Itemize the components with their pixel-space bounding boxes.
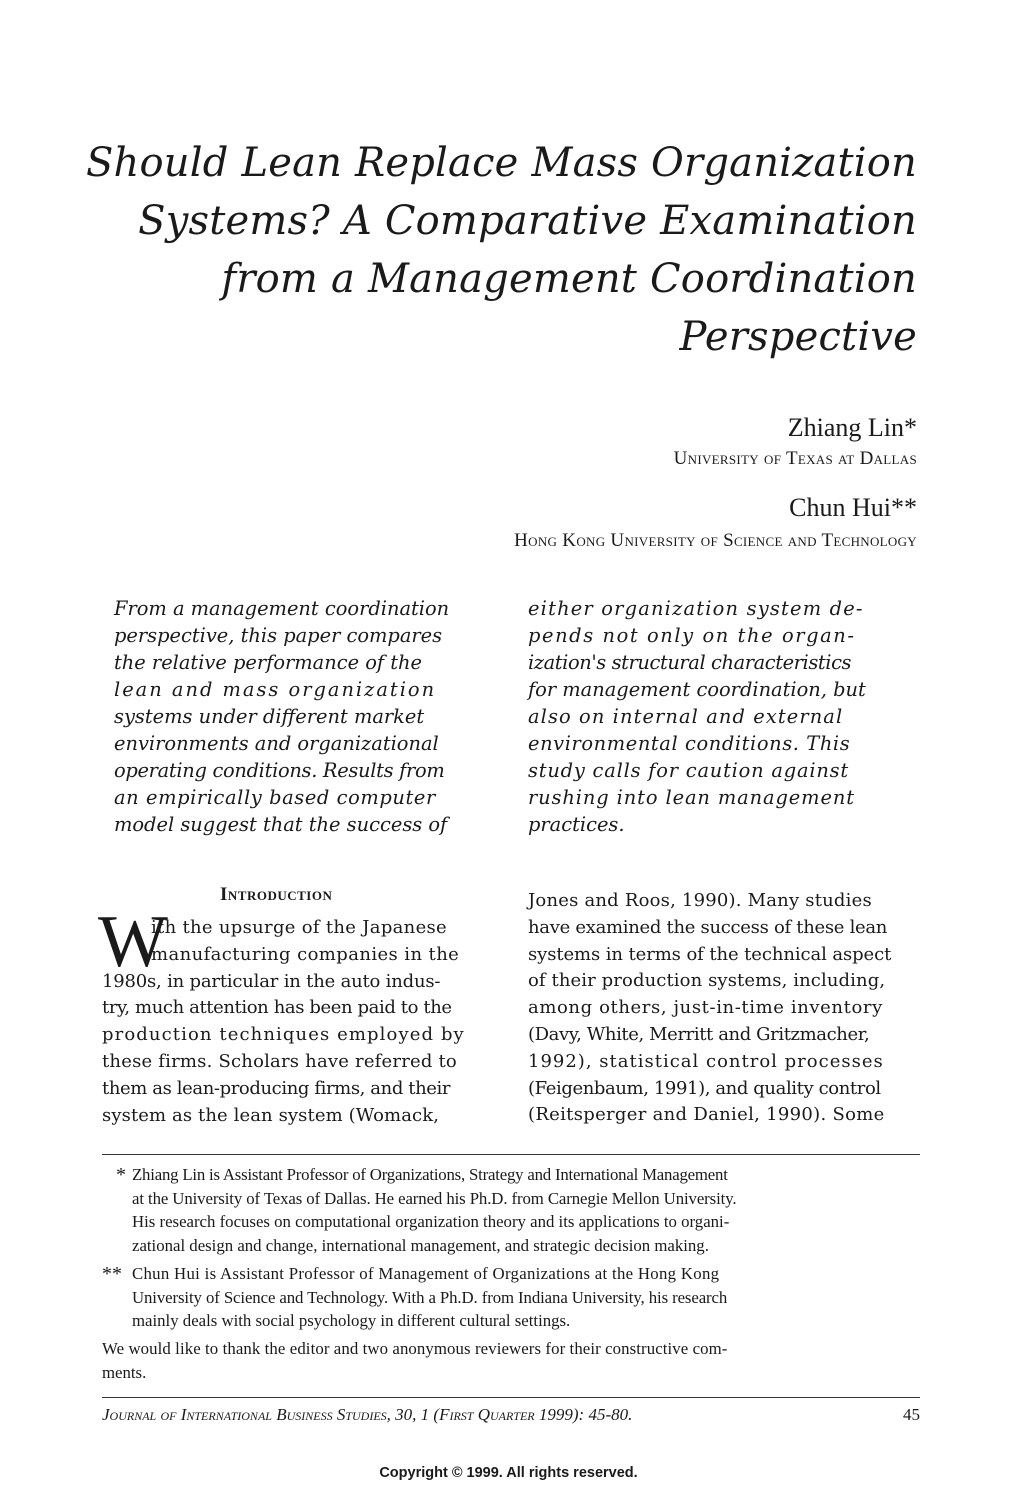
author-name-1: Zhiang Lin* [787,413,917,442]
body-line: Jones and Roos, 1990). Many studies [528,890,872,911]
abstract-line: lean and mass organization [114,678,437,701]
footnote-line: at the University of Texas of Dallas. He earned his Ph.D. from Carnegie Mellon University. [132,1188,737,1208]
acknowledgement [102,1337,920,1384]
drop-cap: W [98,901,168,983]
footnote-line: We would like to thank the editor and two anonymous reviewers for their constructive com- [102,1339,728,1358]
body-line: 1980s, in particular in the auto indus- [102,970,441,992]
body-line: among others, just-in-time inventory [528,997,883,1019]
footnote-author-1 [102,1163,920,1257]
footnote-line: Zhiang Lin is Assistant Professor of Organizations, Strategy and International Management [132,1165,728,1184]
abstract-line: an empirically based computer [114,786,436,809]
journal-citation: Journal of International Business Studies, 30, 1 (First Quarter 1999): 45-80. [102,1405,633,1424]
section-heading-introduction: Introduction [220,884,333,905]
abstract-line: From a management coordination [114,597,450,620]
footnote-marker: ** [102,1263,122,1285]
footnote-marker: * [116,1164,126,1186]
title-line: Systems? A Comparative Examination [138,198,917,244]
title-line: Should Lean Replace Mass Organization [85,140,917,186]
body-line: systems in terms of the technical aspect [528,943,892,965]
abstract-line: perspective, this paper compares [114,624,443,647]
footnote-author-2 [102,1262,920,1333]
article-title [57,134,917,366]
body-line: have examined the success of these lean [528,916,888,938]
body-line: these firms. Scholars have referred to [102,1050,457,1072]
title-line: from a Management Coordination [221,256,917,302]
footnote-line: Chun Hui is Assistant Professor of Management of Organizations at the Hong Kong [132,1264,720,1283]
abstract-line: for management coordination, but [528,678,866,701]
abstract-line: systems under different market [114,705,425,728]
abstract-line: also on internal and external [528,705,844,728]
abstract-right-column [528,595,908,838]
body-line: system as the lean system (Womack, [102,1104,440,1126]
footnote-line: mainly deals with social psychology in different cultural settings. [132,1311,571,1331]
author-affiliation-2: Hong Kong University of Science and Technology [514,530,917,551]
author-affiliation-1: University of Texas at Dallas [673,448,917,469]
body-line: (Davy, White, Merritt and Gritzmacher, [528,1023,870,1045]
body-line: production techniques employed by [102,1024,465,1046]
abstract-line: environmental conditions. This [528,732,851,755]
footnote-line: University of Science and Technology. With a Ph.D. from Indiana University, his research [132,1287,728,1307]
body-line: manufacturing companies in the [151,943,460,965]
body-line: ith the upsurge of the Japanese [151,917,448,938]
body-line: them as lean-producing firms, and their [102,1077,451,1099]
author-name-2: Chun Hui** [789,493,917,522]
title-line: Perspective [679,314,917,360]
abstract-line: study calls for caution against [528,759,849,782]
abstract-line: operating conditions. Results from [114,759,445,782]
page-number: 45 [903,1405,920,1424]
abstract-line: model suggest that the success of [114,813,448,836]
abstract-line: practices. [528,813,625,836]
abstract-line: environments and organizational [114,732,439,755]
abstract-line: pends not only on the organ- [528,624,856,647]
abstract-line: the relative performance of the [114,651,422,674]
introduction-left-column [102,915,494,1129]
footer-divider [102,1397,920,1398]
abstract-left-column [114,595,494,838]
body-line: 1992), statistical control processes [528,1050,884,1072]
body-line: try, much attention has been paid to the [102,997,452,1019]
abstract-line: rushing into lean management [528,786,855,809]
abstract-line: ization's structural characteristics [528,651,852,674]
body-line: (Reitsperger and Daniel, 1990). Some [528,1104,885,1126]
introduction-right-column [528,888,920,1129]
body-line: of their production systems, including, [528,970,886,992]
abstract-line: either organization system de- [528,597,864,620]
footnote-line: His research focuses on computational organization theory and its applications to organi- [132,1212,730,1232]
footnote-line: zational design and change, international management, and strategic decision making. [132,1235,709,1255]
footnote-divider [102,1154,920,1155]
copyright-notice: Copyright © 1999. All rights reserved. [379,1465,638,1481]
footnote-line: ments. [102,1362,147,1382]
body-line: (Feigenbaum, 1991), and quality control [528,1077,881,1099]
